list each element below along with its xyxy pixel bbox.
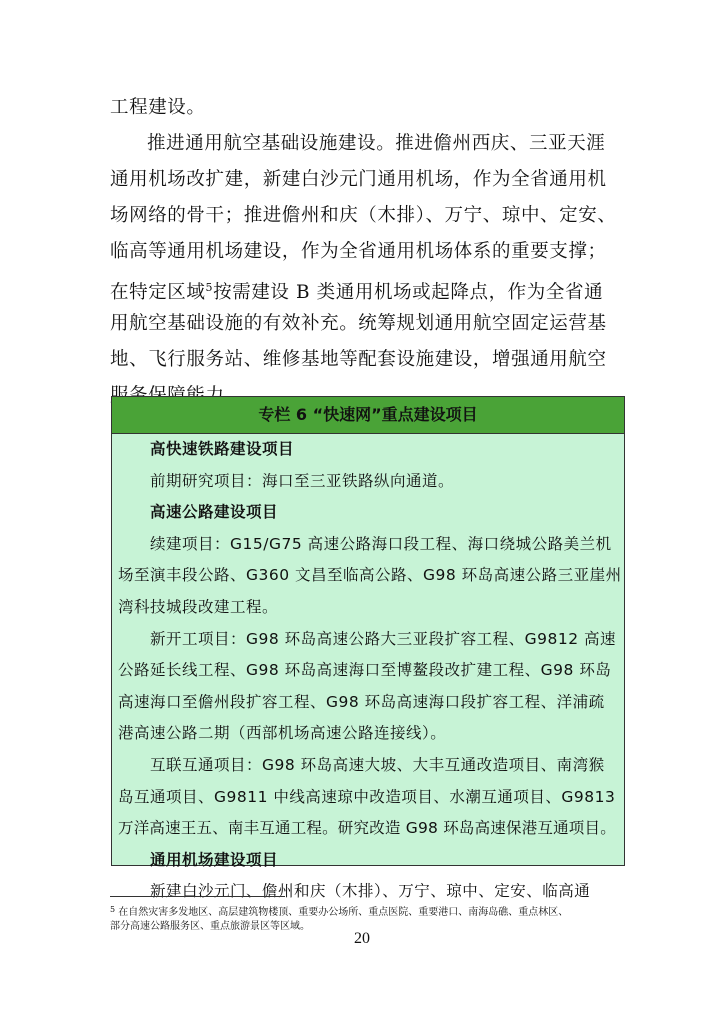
text-segment: 按需建设 B 类通用机场或起降点，作为全省通 — [213, 282, 604, 303]
footnote-line — [110, 903, 630, 920]
text-segment: 在特定区域 — [110, 282, 206, 303]
section-heading: 高速公路建设项目 — [150, 503, 279, 522]
text-line: 推进通用航空基础设施建设。推进儋州西庆、三亚天涯 — [147, 133, 606, 154]
footnote-text: 在自然灾害多发地区、高层建筑物楼顶、重要办公场所、重点医院、重要港口、南海岛礁、重点林区、 — [118, 907, 569, 918]
text-line: 用航空基础设施的有效补充。统筹规划通用航空固定运营基 — [110, 313, 607, 334]
box-line: 公路延长线工程、G98 环岛高速海口至博鳌段改扩建工程、G98 环岛 — [118, 661, 612, 680]
footnote-marker: 5 — [110, 905, 116, 914]
box-line: 湾科技城段改建工程。 — [118, 597, 279, 616]
box-line: 万洋高速王五、南丰互通工程。研究改造 G98 环岛高速保港互通项目。 — [118, 819, 616, 838]
page-number: 20 — [354, 930, 370, 947]
main-text — [110, 90, 620, 414]
box-line: 互联互通项目：G98 环岛高速大坡、大丰互通改造项目、南湾猴 — [150, 755, 605, 774]
box-body — [112, 434, 624, 908]
footnote-divider — [110, 896, 285, 897]
box-title: 专栏 6 “快速网”重点建设项目 — [112, 397, 624, 434]
box-line: 高速海口至儋州段扩容工程、G98 环岛高速海口段扩容工程、洋浦疏 — [118, 692, 605, 711]
footnote-line: 部分高速公路服务区、重点旅游景区等区域。 — [110, 921, 310, 932]
box-line: 续建项目：G15/G75 高速公路海口段工程、海口绕城公路美兰机 — [150, 534, 612, 553]
box-line: 新建白沙元门、儋州和庆（木排）、万宁、琼中、定安、临高通 — [150, 882, 591, 901]
box-line: 新开工项目：G98 环岛高速公路大三亚段扩容工程、G9812 高速 — [150, 629, 617, 648]
text-line: 地、飞行服务站、维修基地等配套设施建设，增强通用航空 — [110, 349, 607, 370]
text-line: 通用机场改扩建，新建白沙元门通用机场，作为全省通用机 — [110, 169, 607, 190]
text-line: 工程建设。 — [110, 97, 206, 118]
box-line: 港高速公路二期（西部机场高速公路连接线）。 — [118, 724, 447, 743]
box-line: 前期研究项目：海口至三亚铁路纵向通道。 — [150, 471, 455, 490]
feature-box — [111, 396, 625, 901]
box-line: 岛互通项目、G9811 中线高速琼中改造项目、水潮互通项目、G9813 — [118, 787, 616, 806]
box-line: 场至演丰段公路、G360 文昌至临高公路、G98 环岛高速公路三亚崖州 — [118, 566, 622, 585]
section-heading: 高快速铁路建设项目 — [150, 440, 295, 458]
footnote-reference[interactable]: 5 — [205, 281, 214, 294]
text-line — [110, 270, 620, 306]
text-line: 临高等通用机场建设，作为全省通用机场体系的重要支撑； — [110, 241, 607, 262]
section-heading: 通用机场建设项目 — [150, 850, 279, 869]
text-line: 场网络的骨干；推进儋州和庆（木排）、万宁、琼中、定安、 — [110, 205, 617, 226]
